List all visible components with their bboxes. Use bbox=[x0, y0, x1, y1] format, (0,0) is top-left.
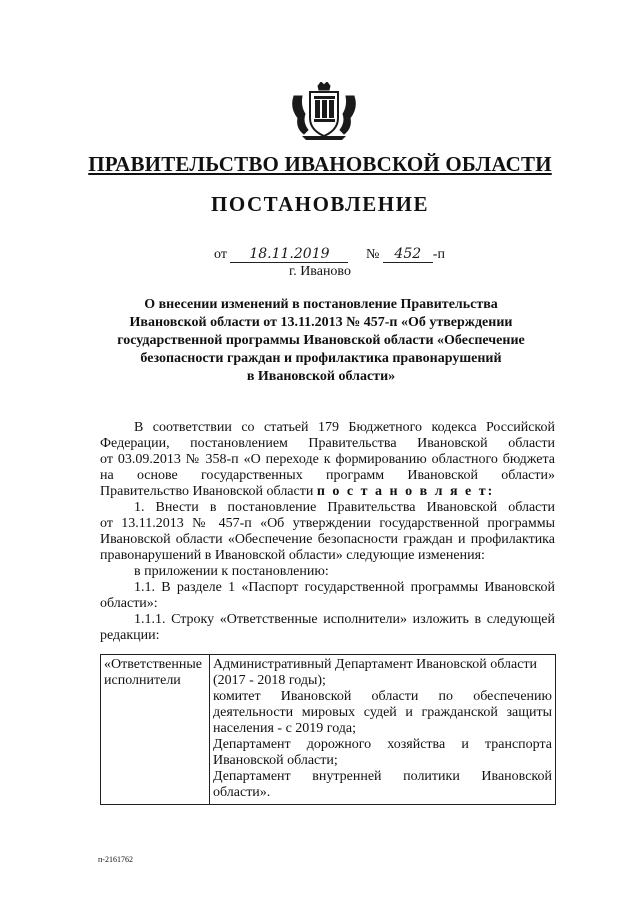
cell-line: Департамент внутренней политики Ивановской bbox=[213, 769, 552, 784]
cell-line: области». bbox=[213, 785, 271, 800]
title-line: Ивановской области от 13.11.2013 № 457-п «Об утверждении bbox=[129, 315, 513, 330]
title-line: О внесении изменений в постановление Правительства bbox=[144, 297, 498, 312]
body-line: области»: bbox=[100, 596, 158, 611]
number-label: № bbox=[365, 247, 380, 262]
body-line: В соответствии со статьей 179 Бюджетного кодекса Российской bbox=[134, 420, 555, 435]
body-line-start: Правительство Ивановской области bbox=[100, 484, 314, 499]
resolution-title bbox=[100, 296, 542, 386]
handwritten-number: 452 bbox=[383, 246, 433, 263]
body-line bbox=[100, 484, 555, 500]
body-line: 1. Внести в постановление Правительства Ивановской области bbox=[134, 500, 555, 515]
body-line: 1.1. В разделе 1 «Паспорт государственной программы Ивановской bbox=[134, 580, 555, 595]
body-line: от 03.09.2013 № 358-п «О переходе к формированию областного бюджета bbox=[100, 452, 555, 467]
date-prefix: от bbox=[214, 247, 227, 262]
cell-line: «Ответственные bbox=[104, 657, 202, 672]
cell-line: Ивановской области; bbox=[213, 753, 338, 768]
document-code: п-2161762 bbox=[98, 855, 133, 864]
cell-line: комитет Ивановской области по обеспечению bbox=[213, 689, 552, 704]
body-line: 1.1.1. Строку «Ответственные исполнители» изложить в следующей bbox=[134, 612, 555, 627]
cell-line: (2017 - 2018 годы); bbox=[213, 673, 326, 688]
title-line: государственной программы Ивановской области «Обеспечение bbox=[117, 333, 525, 348]
row-label-cell bbox=[101, 655, 210, 805]
responsible-executors-table bbox=[100, 654, 556, 805]
coat-of-arms-icon bbox=[288, 82, 360, 140]
title-line: безопасности граждан и профилактика правонарушений bbox=[140, 351, 502, 366]
number-suffix: -п bbox=[432, 247, 445, 262]
handwritten-date: 18.11.2019 bbox=[230, 246, 348, 263]
body-line: на основе государственных программ Ивановской области» bbox=[100, 468, 555, 483]
body-line: от 13.11.2013 № 457-п «Об утверждении государственной программы bbox=[100, 516, 555, 531]
cell-line: деятельности мировых судей и гражданской защиты bbox=[213, 705, 552, 720]
table-row bbox=[101, 655, 556, 805]
document-type: ПОСТАНОВЛЕНИЕ bbox=[211, 192, 429, 216]
city: г. Иваново bbox=[289, 264, 351, 279]
body-line: в приложении к постановлению: bbox=[134, 564, 329, 579]
row-value-cell bbox=[210, 655, 556, 805]
title-line: в Ивановской области» bbox=[246, 369, 396, 384]
cell-line: населения - с 2019 года; bbox=[213, 721, 357, 736]
body-line: правонарушений в Ивановской области» следующие изменения: bbox=[100, 548, 485, 563]
body-line: Ивановской области «Обеспечение безопасности граждан и профилактика bbox=[100, 532, 555, 547]
resolution-body bbox=[100, 420, 555, 644]
resolves-keyword: п о с т а н о в л я е т: bbox=[316, 484, 495, 499]
cell-line: Департамент дорожного хозяйства и транспорта bbox=[213, 737, 552, 752]
organization-name: ПРАВИТЕЛЬСТВО ИВАНОВСКОЙ ОБЛАСТИ bbox=[88, 152, 552, 176]
date-number-line bbox=[214, 246, 445, 263]
body-line: редакции: bbox=[100, 628, 160, 643]
body-line: Федерации, постановлением Правительства Ивановской области bbox=[100, 436, 555, 451]
cell-line: исполнители bbox=[104, 673, 181, 688]
cell-line: Административный Департамент Ивановской области bbox=[213, 657, 538, 672]
